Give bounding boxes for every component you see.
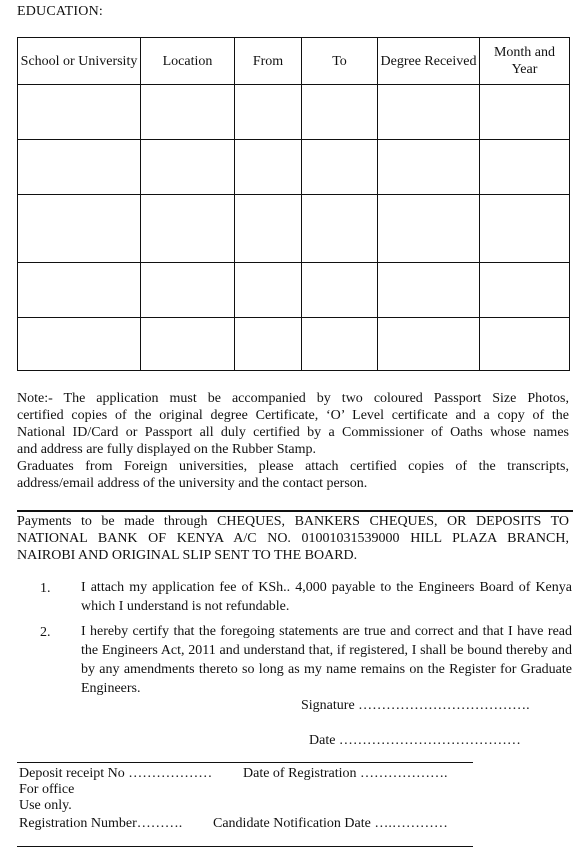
table-cell[interactable] (141, 318, 235, 371)
table-cell[interactable] (141, 195, 235, 263)
column-header: School or University (18, 38, 141, 85)
table-cell[interactable] (480, 85, 570, 140)
date-of-registration-field: Date of Registration ………………. (243, 766, 448, 781)
column-header: Location (141, 38, 235, 85)
table-cell[interactable] (378, 85, 480, 140)
table-cell[interactable] (18, 85, 141, 140)
declaration-number: 1. (40, 581, 51, 596)
table-cell[interactable] (141, 85, 235, 140)
section-heading-education: EDUCATION: (17, 4, 103, 19)
table-cell[interactable] (235, 318, 302, 371)
table-cell[interactable] (378, 318, 480, 371)
note-line: address/email address of the university and the contact person. (17, 476, 368, 491)
column-header: Degree Received (378, 38, 480, 85)
office-use-label: Use only. (19, 798, 72, 813)
table-cell[interactable] (18, 195, 141, 263)
table-cell[interactable] (378, 140, 480, 195)
divider (17, 846, 473, 847)
table-row (18, 195, 570, 263)
column-header: Month and Year (480, 38, 570, 85)
table-cell[interactable] (302, 85, 378, 140)
table-row (18, 140, 570, 195)
table-cell[interactable] (18, 263, 141, 318)
payments-line: Payments to be made through CHEQUES, BANKERS CHEQUES, OR DEPOSITS TO (17, 514, 569, 529)
table-cell[interactable] (302, 140, 378, 195)
divider (17, 762, 473, 763)
deposit-receipt-field: Deposit receipt No ……………… (19, 766, 213, 781)
table-row (18, 318, 570, 371)
declaration-text: I attach my application fee of KSh.. 4,000 payable to the Engineers Board of Kenya which I understand is not refundable. (81, 580, 572, 614)
payments-line: NAIROBI AND ORIGINAL SLIP SENT TO THE BOARD. (17, 548, 358, 563)
table-cell[interactable] (302, 318, 378, 371)
table-row (18, 263, 570, 318)
table-cell[interactable] (480, 263, 570, 318)
table-cell[interactable] (235, 195, 302, 263)
table-cell[interactable] (18, 318, 141, 371)
divider (17, 510, 573, 512)
table-cell[interactable] (302, 263, 378, 318)
table-cell[interactable] (141, 140, 235, 195)
table-cell[interactable] (378, 263, 480, 318)
column-header: To (302, 38, 378, 85)
table-cell[interactable] (480, 195, 570, 263)
note-line: Note:- The application must be accompanied by two coloured Passport Size Photos, (17, 391, 569, 406)
note-line: Graduates from Foreign universities, please attach certified copies of the transcripts, (17, 459, 569, 474)
table-cell[interactable] (235, 263, 302, 318)
registration-number-field: Registration Number………. (19, 816, 183, 831)
table-cell[interactable] (235, 85, 302, 140)
note-line: and address are fully displayed on the Rubber Stamp. (17, 442, 316, 457)
declaration-text: I hereby certify that the foregoing statements are true and correct and that I have read the Engineers Act, 2011 and understand that, if registered, I shall be bound thereby and by any amendments thereto so long as my name remains on the Register for Graduate Engineers. (81, 624, 572, 696)
declaration-number: 2. (40, 625, 51, 640)
table-cell[interactable] (302, 195, 378, 263)
table-cell[interactable] (480, 140, 570, 195)
signature-line: Signature ………………………………. (301, 698, 530, 713)
table-header-row (18, 38, 570, 85)
table-cell[interactable] (235, 140, 302, 195)
table-cell[interactable] (18, 140, 141, 195)
note-line: National ID/Card or Passport all duly certified by a Commissioner of Oaths whose names (17, 425, 569, 440)
table-row (18, 85, 570, 140)
table-cell[interactable] (378, 195, 480, 263)
table-body (18, 85, 570, 371)
date-line: Date ………………………………… (309, 733, 521, 748)
office-use-label: For office (19, 782, 75, 797)
payments-line: NATIONAL BANK OF KENYA A/C NO. 01001031539000 HILL PLAZA BRANCH, (17, 531, 569, 546)
table-cell[interactable] (480, 318, 570, 371)
table-cell[interactable] (141, 263, 235, 318)
candidate-notification-date-field: Candidate Notification Date ….………… (213, 816, 448, 831)
education-table (17, 37, 570, 371)
note-line: certified copies of the original degree Certificate, ‘O’ Level certificate and a copy of the (17, 408, 569, 423)
column-header: From (235, 38, 302, 85)
